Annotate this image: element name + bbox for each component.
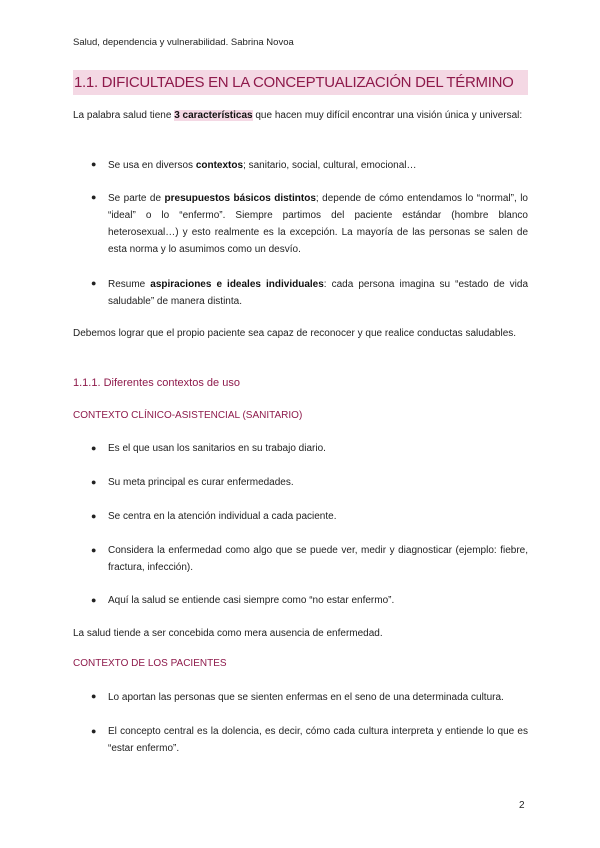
list-item: El concepto central es la dolencia, es decir, cómo cada cultura interpreta y entiende lo que es “estar enfermo”.: [108, 726, 528, 754]
list-item: Es el que usan los sanitarios en su trabajo diario.: [108, 443, 326, 454]
section-title-band: [73, 70, 528, 95]
list-item-text: ; sanitario, social, cultural, emocional…: [243, 160, 417, 171]
list-item-text: Se usa en diversos: [108, 160, 196, 171]
context-heading: CONTEXTO DE LOS PACIENTES: [73, 658, 227, 669]
bullet-icon: ●: [91, 726, 97, 736]
list-item: Lo aportan las personas que se sienten enfermas en el seno de una determinada cultura.: [108, 692, 504, 703]
list-item-bold: aspiraciones e ideales individuales: [150, 279, 324, 290]
paragraph: Debemos lograr que el propio paciente sea capaz de reconocer y que realice conductas saludables.: [73, 328, 517, 339]
subsection-title: 1.1.1. Diferentes contextos de uso: [73, 377, 240, 389]
bullet-icon: ●: [91, 595, 97, 605]
page-header: Salud, dependencia y vulnerabilidad. Sabrina Novoa: [73, 37, 294, 48]
list-item: [108, 157, 528, 174]
bullet-icon: ●: [91, 443, 97, 453]
page-number: 2: [519, 800, 525, 811]
bullet-icon: ●: [91, 278, 97, 288]
section-title: 1.1. DIFICULTADES EN LA CONCEPTUALIZACIÓN DEL TÉRMINO: [74, 74, 514, 91]
list-item: Aquí la salud se entiende casi siempre como “no estar enfermo”.: [108, 595, 395, 606]
list-item: [108, 276, 528, 310]
bullet-icon: ●: [91, 545, 97, 555]
list-item-bold: contextos: [195, 160, 244, 171]
list-item: Su meta principal es curar enfermedades.: [108, 477, 294, 488]
bullet-icon: ●: [91, 192, 97, 202]
list-item-text: Resume: [108, 279, 151, 290]
bullet-icon: ●: [91, 691, 97, 701]
list-item-text: Se parte de: [108, 193, 165, 204]
list-item: Se centra en la atención individual a cada paciente.: [108, 511, 337, 522]
intro-text-pre: La palabra salud tiene: [73, 110, 175, 121]
bullet-icon: ●: [91, 511, 97, 521]
list-item: Considera la enfermedad como algo que se puede ver, medir y diagnosticar (ejemplo: fiebre, fractura, infección).: [108, 545, 528, 573]
context-heading: CONTEXTO CLÍNICO-ASISTENCIAL (SANITARIO): [73, 410, 303, 421]
intro-text-post: que hacen muy difícil encontrar una visión única y universal:: [252, 110, 523, 121]
bullet-icon: ●: [91, 159, 97, 169]
list-item: [108, 190, 528, 258]
list-item-text: ; depende de cómo entendamos lo “normal”, lo “ideal” o lo “enfermo”. Siempre partimos del paciente estándar (hombre blanco heterosexual…) y esto realmente es la excepción. La mayoría de las personas se salen de esta norma y lo asumimos como un desvío.: [108, 193, 528, 255]
intro-paragraph: [73, 107, 528, 124]
paragraph: La salud tiende a ser concebida como mera ausencia de enfermedad.: [73, 628, 383, 639]
bullet-icon: ●: [91, 477, 97, 487]
intro-highlight: 3 características: [174, 110, 253, 121]
list-item-bold: presupuestos básicos distintos: [164, 193, 316, 204]
list-item-text: : cada persona imagina su “estado de vida saludable” de manera distinta.: [108, 279, 529, 307]
